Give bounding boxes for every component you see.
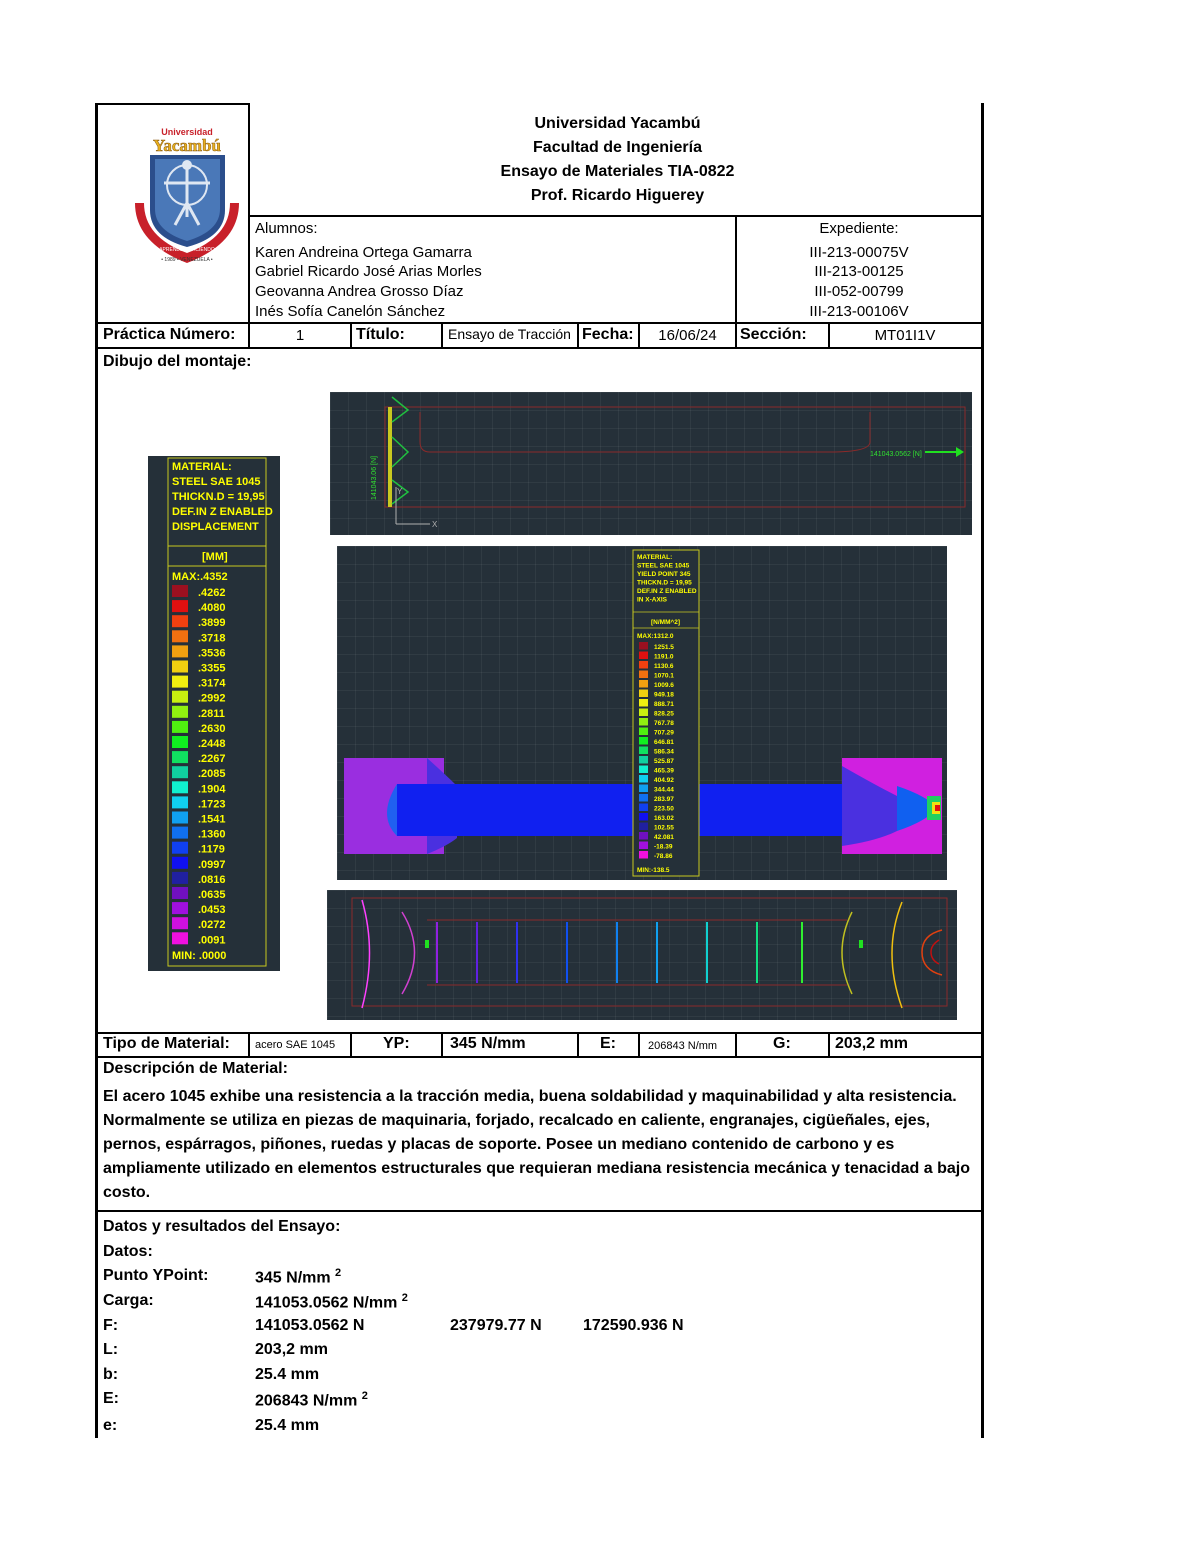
professor-title: Prof. Ricardo Higuerey <box>530 187 705 204</box>
record-id: III-213-00125 <box>814 263 904 280</box>
stress-legend-swatch <box>639 775 648 783</box>
disp-legend-swatch <box>172 902 188 914</box>
material-yp-label: YP: <box>383 1035 410 1052</box>
cell-divider <box>735 322 737 348</box>
disp-legend-header: DEF.IN Z ENABLED <box>172 506 273 518</box>
stress-legend-header: THICKN.D = 19,95 <box>637 579 692 587</box>
force-label: 141043.0562 [N] <box>870 451 922 458</box>
disp-legend-swatch <box>172 600 188 612</box>
disp-legend-swatch <box>172 781 188 793</box>
disp-legend-value: .2811 <box>198 707 225 720</box>
disp-legend-value: .4262 <box>198 587 226 599</box>
left-force-label: 141043.06 [N] <box>371 456 378 500</box>
disp-legend-value: .1360 <box>198 828 226 841</box>
cad-stress-view <box>337 546 947 880</box>
course-title: Ensayo de Materiales TIA-0822 <box>500 163 735 180</box>
stress-legend-unit: [N/MM^2] <box>651 619 681 626</box>
students-label: Alumnos: <box>255 220 318 237</box>
result-row-value-2: 237979.77 N <box>450 1317 542 1334</box>
disp-legend-swatch <box>172 857 188 869</box>
practice-number-label: Práctica Número: <box>103 326 236 343</box>
drawing-label: Dibujo del montaje: <box>103 353 252 370</box>
result-row-label: Carga: <box>103 1292 154 1309</box>
stress-legend-value: 828.25 <box>654 710 674 718</box>
data-label: Datos: <box>103 1243 153 1260</box>
disp-legend-swatch <box>172 585 188 597</box>
disp-legend-swatch <box>172 812 188 824</box>
stress-legend-swatch <box>639 832 648 840</box>
disp-legend-swatch <box>172 615 188 627</box>
disp-legend-value: .0635 <box>198 889 226 901</box>
disp-legend-value: .0272 <box>198 919 226 932</box>
result-row-label: b: <box>103 1366 119 1383</box>
description-bottom <box>95 1210 983 1212</box>
disp-legend-swatch <box>172 645 188 657</box>
stress-legend-header: MATERIAL: <box>637 554 673 561</box>
disp-legend-max: MAX:.4352 <box>172 571 228 583</box>
frame-left-border <box>95 103 98 1438</box>
records-label: Expediente: <box>819 220 899 237</box>
disp-legend-swatch <box>172 827 188 839</box>
disp-legend-value: .2992 <box>198 692 226 705</box>
stress-legend-max: MAX:1312.0 <box>637 633 674 640</box>
practice-row-bottom <box>95 347 983 349</box>
stress-legend-swatch <box>639 699 648 707</box>
practice-date-value: 16/06/24 <box>658 327 717 344</box>
disp-legend-value: .0453 <box>198 904 226 917</box>
result-row-value: 345 N/mm $^2$ <box>255 1267 342 1287</box>
disp-legend-value: .1723 <box>198 798 226 811</box>
stress-legend-header: STEEL SAE 1045 <box>637 562 690 570</box>
stress-legend-swatch <box>639 671 648 679</box>
logo-motto-text: APRENDER HACIENDO <box>159 247 215 253</box>
material-g-value: 203,2 mm <box>835 1035 908 1052</box>
result-row-value: 25.4 mm <box>255 1366 320 1383</box>
disp-legend-value: .0091 <box>198 934 226 947</box>
result-row-value: 141053.0562 N/mm $^2$ <box>255 1292 408 1312</box>
practice-section-value: MT01I1V <box>874 327 936 344</box>
stress-legend-swatch <box>639 642 648 650</box>
result-row-value: 206843 N/mm $^2$ <box>255 1390 368 1410</box>
disp-legend-swatch <box>172 691 188 703</box>
stress-legend-value: 525.87 <box>654 758 674 765</box>
stress-legend-swatch <box>639 794 648 802</box>
cell-divider <box>248 1032 250 1057</box>
cell-divider <box>441 1032 443 1057</box>
disp-legend-swatch <box>172 796 188 808</box>
stress-legend-swatch <box>639 813 648 821</box>
record-id: III-052-00799 <box>814 283 904 300</box>
disp-legend-value: .3899 <box>198 617 226 630</box>
stress-legend-value: 1251.5 <box>654 644 674 651</box>
stress-legend-value: 404.92 <box>654 777 674 784</box>
stress-legend-swatch <box>639 766 648 774</box>
cad-mesh-view <box>327 890 957 1020</box>
result-row-label: L: <box>103 1341 119 1358</box>
result-row-value: 203,2 mm <box>255 1341 328 1358</box>
stress-legend-swatch <box>639 718 648 726</box>
disp-legend-swatch <box>172 721 188 733</box>
student-name: Geovanna Andrea Grosso Díaz <box>255 283 464 300</box>
result-row-value: 141053.0562 N <box>255 1317 365 1334</box>
stress-legend-value: 767.78 <box>654 720 674 727</box>
cell-divider <box>638 1032 640 1057</box>
stress-legend-value: 586.34 <box>654 748 674 756</box>
practice-title-label: Título: <box>356 326 405 343</box>
stress-legend-value: 707.29 <box>654 729 674 737</box>
stress-legend-value: 42.081 <box>654 834 674 841</box>
record-id: III-213-00075V <box>809 244 909 261</box>
stress-legend-value: 344.44 <box>654 786 674 794</box>
material-row-top <box>95 1032 983 1034</box>
stress-legend-value: 465.39 <box>654 767 674 775</box>
disp-legend-swatch <box>172 917 188 929</box>
stress-legend-value: 283.97 <box>654 796 674 803</box>
stress-legend-value: 888.71 <box>654 701 674 708</box>
cell-divider <box>828 1032 830 1057</box>
material-row-bottom <box>95 1056 983 1058</box>
material-g-label: G: <box>773 1035 791 1052</box>
disp-legend-unit: [MM] <box>202 551 228 563</box>
stress-legend-swatch <box>639 823 648 831</box>
stress-legend-value: -18.39 <box>654 843 673 851</box>
disp-legend-min: MIN: .0000 <box>172 950 227 962</box>
cell-divider <box>441 322 443 348</box>
disp-legend-swatch <box>172 706 188 718</box>
stress-legend-swatch <box>639 756 648 764</box>
disp-legend-value: .4080 <box>198 602 226 615</box>
stress-legend-swatch <box>639 842 648 850</box>
disp-legend-value: .2448 <box>198 738 226 750</box>
logo-year-text: • 1989 • VENEZUELA • <box>161 257 213 263</box>
disp-legend-value: .3536 <box>198 647 226 660</box>
cell-divider <box>350 322 352 348</box>
disp-legend-header: THICKN.D = 19,95 <box>172 491 265 503</box>
disp-legend-header: MATERIAL: <box>172 461 232 473</box>
result-row-value-3: 172590.936 N <box>583 1317 684 1334</box>
stress-legend-swatch <box>639 728 648 736</box>
stress-legend-min: MIN:-138.5 <box>637 867 670 874</box>
stress-legend-swatch <box>639 747 648 755</box>
results-label: Datos y resultados del Ensayo: <box>103 1218 341 1235</box>
disp-legend-value: .2267 <box>198 753 226 766</box>
faculty-title: Facultad de Ingeniería <box>533 139 702 156</box>
stress-legend-header: DEF.IN Z ENABLED <box>637 588 697 595</box>
disp-legend-swatch <box>172 887 188 899</box>
disp-legend-swatch <box>172 932 188 944</box>
stress-legend-header: IN X-AXIS <box>637 596 667 604</box>
stress-legend-swatch <box>639 804 648 812</box>
disp-legend-swatch <box>172 766 188 778</box>
frame-right-border <box>981 103 984 1438</box>
stress-legend-value: 646.81 <box>654 739 674 746</box>
material-type-value: acero SAE 1045 <box>255 1039 336 1051</box>
result-row-label: e: <box>103 1417 118 1434</box>
svg-text:Y: Y <box>397 487 403 496</box>
university-logo <box>130 125 245 265</box>
student-name: Inés Sofía Canelón Sánchez <box>255 303 446 320</box>
stress-legend-swatch <box>639 652 648 660</box>
stress-legend-swatch <box>639 737 648 745</box>
university-title: Universidad Yacambú <box>534 115 701 132</box>
material-e-value: 206843 N/mm <box>648 1040 718 1052</box>
material-e-label: E: <box>600 1035 616 1052</box>
practice-number-value: 1 <box>295 327 305 344</box>
result-row-label: E: <box>103 1390 119 1407</box>
stress-legend-header: YIELD POINT 345 <box>637 571 691 578</box>
disp-legend-swatch <box>172 872 188 884</box>
stress-legend-value: 1070.1 <box>654 672 674 680</box>
disp-legend-value: .3174 <box>198 677 226 690</box>
stress-legend-swatch <box>639 851 648 859</box>
cell-divider <box>350 1032 352 1057</box>
material-yp-value: 345 N/mm <box>450 1035 526 1052</box>
disp-legend-swatch <box>172 630 188 642</box>
disp-legend-value: .1179 <box>198 843 225 856</box>
disp-legend-value: .2630 <box>198 722 226 735</box>
result-row-label: Punto YPoint: <box>103 1267 209 1284</box>
stress-legend-value: 949.18 <box>654 691 674 699</box>
disp-legend-header: DISPLACEMENT <box>172 521 259 533</box>
description-label: Descripción de Material: <box>103 1060 288 1077</box>
logo-name-text: Yacambú <box>152 136 222 155</box>
disp-legend-value: .1541 <box>198 813 226 826</box>
disp-legend-value: .0997 <box>198 858 226 871</box>
stress-legend-swatch <box>639 680 648 688</box>
stress-legend-swatch <box>639 661 648 669</box>
disp-legend-value: .1904 <box>198 783 226 796</box>
disp-legend-swatch <box>172 676 188 688</box>
frame-top-border <box>95 103 250 105</box>
record-id: III-213-00106V <box>809 303 909 320</box>
practice-section-label: Sección: <box>740 326 807 343</box>
disp-legend-value: .3355 <box>198 662 226 675</box>
disp-legend-swatch <box>172 736 188 748</box>
stress-legend-swatch <box>639 785 648 793</box>
stress-legend-value: 102.55 <box>654 824 674 832</box>
stress-legend-value: 1130.6 <box>654 663 674 670</box>
practice-date-label: Fecha: <box>582 326 634 343</box>
disp-legend-value: .2085 <box>198 768 226 781</box>
cell-divider <box>577 1032 579 1057</box>
cell-divider <box>735 1032 737 1057</box>
header-block <box>250 112 985 208</box>
cell-divider <box>577 322 579 348</box>
stress-legend-swatch <box>639 690 648 698</box>
disp-legend-value: .0816 <box>198 873 226 886</box>
svg-text:X: X <box>432 520 438 529</box>
stress-legend-swatch <box>639 709 648 717</box>
stress-legend-value: 1191.0 <box>654 653 674 661</box>
disp-legend-header: STEEL SAE 1045 <box>172 476 261 488</box>
stress-legend-value: 163.02 <box>654 815 674 822</box>
practice-title-value: Ensayo de Tracción <box>448 326 571 342</box>
students-top-line <box>248 215 983 217</box>
disp-legend-swatch <box>172 661 188 673</box>
stress-legend-value: -78.86 <box>654 853 673 860</box>
result-row-label: F: <box>103 1317 119 1334</box>
displacement-legend <box>148 456 280 971</box>
student-name: Gabriel Ricardo José Arias Morles <box>255 263 482 280</box>
material-type-label: Tipo de Material: <box>103 1035 230 1052</box>
stress-legend-value: 223.50 <box>654 805 674 813</box>
disp-legend-value: .3718 <box>198 632 226 645</box>
logo-top-text: Universidad <box>161 127 213 137</box>
disp-legend-swatch <box>172 751 188 763</box>
practice-row-top <box>95 322 983 324</box>
cad-boundary-view <box>330 392 972 535</box>
student-name: Karen Andreina Ortega Gamarra <box>255 244 472 261</box>
result-row-value: 25.4 mm <box>255 1417 320 1434</box>
stress-legend-value: 1009.6 <box>654 682 674 689</box>
description-text: El acero 1045 exhibe una resistencia a la tracción media, buena soldabilidad y maquinabilidad y alta resistencia. Normalmente se utiliza en piezas de maquinaria, forjado, recalcado en caliente, engranajes, cigüeñales, ejes, pernos, espárragos, piñones, ruedas y placas de soporte. Posee un mediano contenido de carbono y es ampliamente utilizado en elementos estructurales que requieran mediana resistencia mecánica y tenacidad a bajo costo. <box>103 1088 970 1201</box>
disp-legend-swatch <box>172 842 188 854</box>
